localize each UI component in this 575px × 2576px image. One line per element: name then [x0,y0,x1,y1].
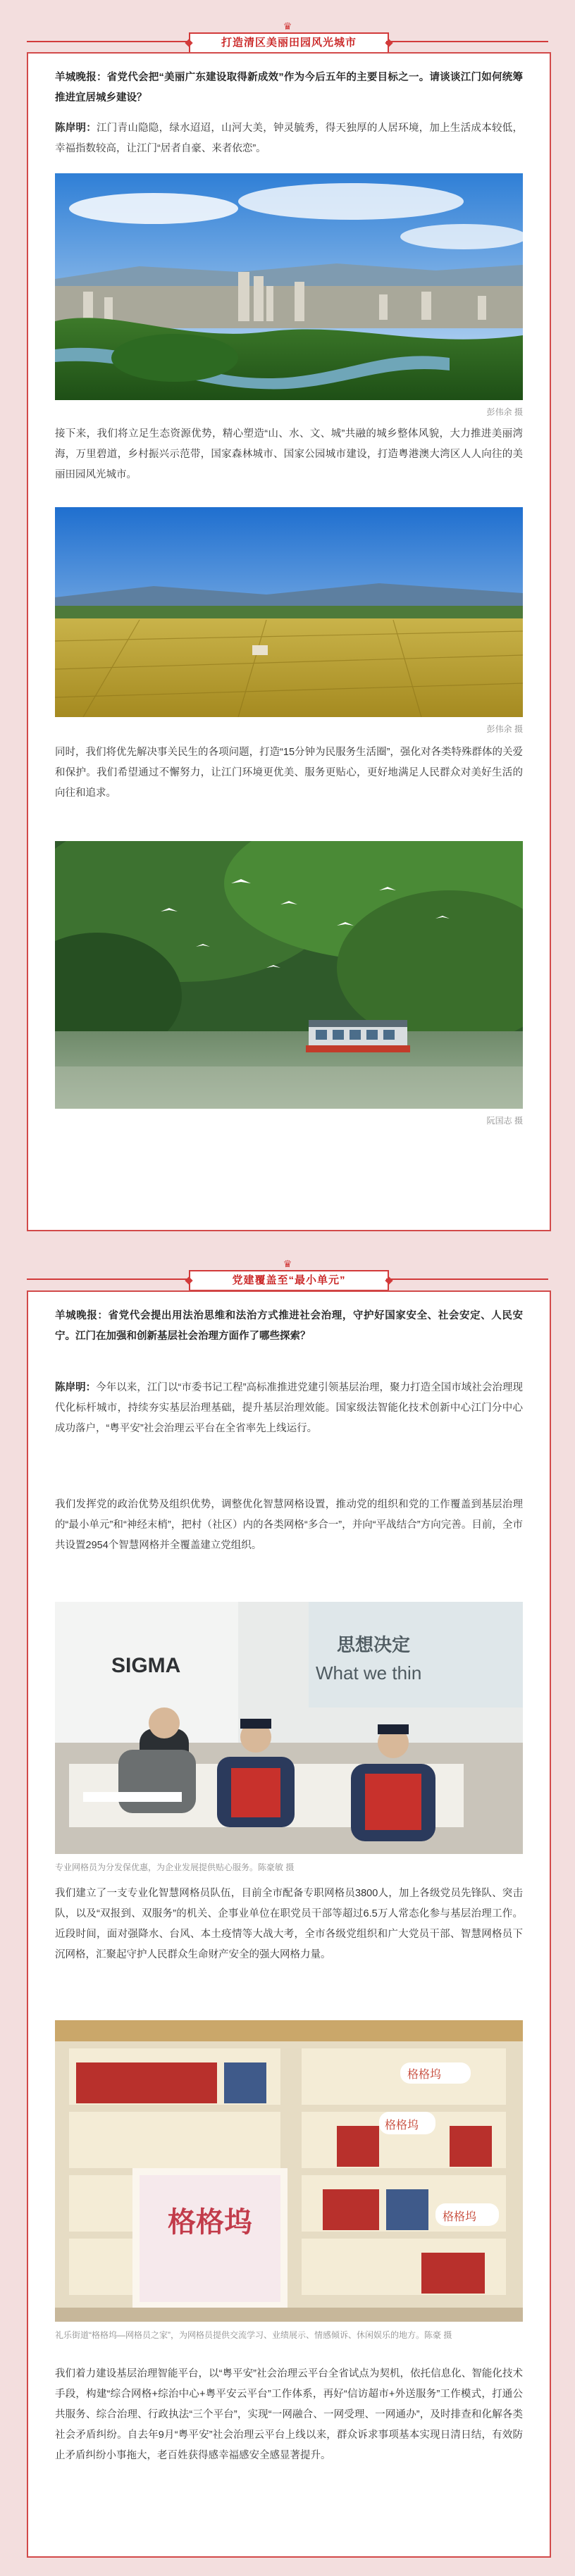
answer-paragraph [55,1378,523,1439]
rice-field-photo [55,507,523,717]
question-lead: 羊城晚报： [55,1310,109,1321]
answer-text: 今年以来，江门以“市委书记工程”高标准推进党建引领基层治理，聚力打造全国市域社会治理现代化标杆城市，持续夯实基层治理基础，提升基层治理效能。国家级法智能化技术创新中心江门分中心成功落户，“粤平安”社会治理云平台在全省率先上线运行。 [55,1382,524,1434]
bookshelf-photo [55,2020,523,2322]
section2-title: 党建覆盖至“最小单元” [189,1270,389,1291]
bubble-label: 格格坞 [443,2210,477,2223]
bubble-label: 格格坞 [407,2067,442,2081]
answer-lead: 陈岸明： [55,123,97,134]
question-text: 省党代会把“美丽广东建设取得新成效”作为今后五年的主要目标之一。请谈谈江门如何统筹推进宜居城乡建设？ [55,72,523,104]
divider [27,41,189,42]
board-logo: 格格坞 [168,2206,252,2239]
section1-title: 打造清区美丽田园风光城市 [189,32,389,54]
photo-caption: 专业网格员为分发保优惠，为企业发展提供贴心服务。陈豪敏 摄 [55,1862,295,1872]
crown-icon: ♛ [283,20,292,32]
answer-lead: 陈岸明： [55,1382,97,1393]
section1-card [27,52,551,1231]
body-paragraph: 接下来，我们将立足生态资源优势，精心塑造“山、水、文、城”共融的城乡整体风貌，大力推进美丽湾海，万里碧道，乡村振兴示范带，国家森林城市、国家公园城市建设，打造粤港澳大湾区人人向往的美丽田园风光城市。 [55,428,523,480]
answer-text: 江门青山隐隐，绿水迢迢，山河大美，钟灵毓秀，得天独厚的人居环境，加上生活成本较低，幸福指数较高，让江门“居者自豪、来者依恋”。 [55,123,523,154]
bubble-label: 格格坞 [385,2118,419,2132]
wall-sign-cn: 思想决定 [337,1635,411,1656]
wall-sign-sigma: SIGMA [111,1654,181,1677]
office-meeting-photo [55,1602,523,1854]
city-aerial-photo [55,173,523,400]
wall-sign-en: What we thin [316,1662,422,1684]
river-boat-photo [55,841,523,1109]
photo-credit: 彭伟余 摄 [486,724,523,734]
question-lead: 羊城晚报： [55,72,107,83]
question-paragraph [55,1306,523,1347]
question-text: 省党代会提出用法治思维和法治方式推进社会治理，守护好国家安全、社会安定、人民安宁。江门在加强和创新基层社会治理方面作了哪些探索？ [55,1310,524,1342]
crown-icon: ♛ [283,1258,292,1269]
question-paragraph [55,68,523,108]
divider [27,1278,189,1280]
body-paragraph: 我们发挥党的政治优势及组织优势，调整优化智慧网格设置，推动党的组织和党的工作覆盖到基层治理的“最小单元”和“神经末梢”，把村（社区）内的各类网格“多合一”，并向“平战结合”方向完善。目前，全市共设置2954个智慧网格并全覆盖建立党组织。 [55,1499,523,1551]
divider [386,41,548,42]
answer-paragraph [55,118,523,159]
body-paragraph: 我们建立了一支专业化智慧网格员队伍，目前全市配备专职网格员3800人，加上各级党员先锋队、突击队，以及“双报到、双服务”的机关、企事业单位在职党员干部等超过6.5万人常态化参与基层治理工作。近段时间，面对强降水、台风、本土疫情等大战大考，全市各级党组织和广大党员干部、智慧网格员下沉网格，汇聚起守护人民群众生命财产安全的强大网格力量。 [55,1888,523,1960]
photo-credit: 阮国志 摄 [486,1116,523,1126]
body-paragraph: 同时，我们将优先解决事关民生的各项问题，打造“15分钟为民服务生活圈”，强化对各类特殊群体的关爱和保护。我们希望通过不懈努力，让江门环境更优美、服务更贴心，更好地满足人民群众对美好生活的向往和追求。 [55,747,523,799]
photo-credit: 彭伟余 摄 [486,407,523,417]
section2-card [27,1290,551,2558]
photo-caption: 礼乐街道“格格坞—网格员之家”，为网格员提供交流学习、业绩展示、情感倾诉、休闲娱乐的地方。陈豪 摄 [55,2330,452,2340]
divider [386,1278,548,1280]
body-paragraph: 我们着力建设基层治理智能平台，以“粤平安”社会治理云平台全省试点为契机，依托信息化、智能化技术手段，构建“综合网格+综治中心+粤平安云平台”工作体系，再好“信访超市+外送服务”工作模式，打通公共服务、综合治理、行政执法“三个平台”，实现“一网融合、一网受理、一网通办”，及时排查和化解各类社会矛盾纠纷。自去年9月“粤平安”社会治理云平台上线以来，群众诉求事项基本实现日清日结，有效防止矛盾纠纷小事拖大，老百姓获得感幸福感安全感显著提升。 [55,2368,523,2461]
